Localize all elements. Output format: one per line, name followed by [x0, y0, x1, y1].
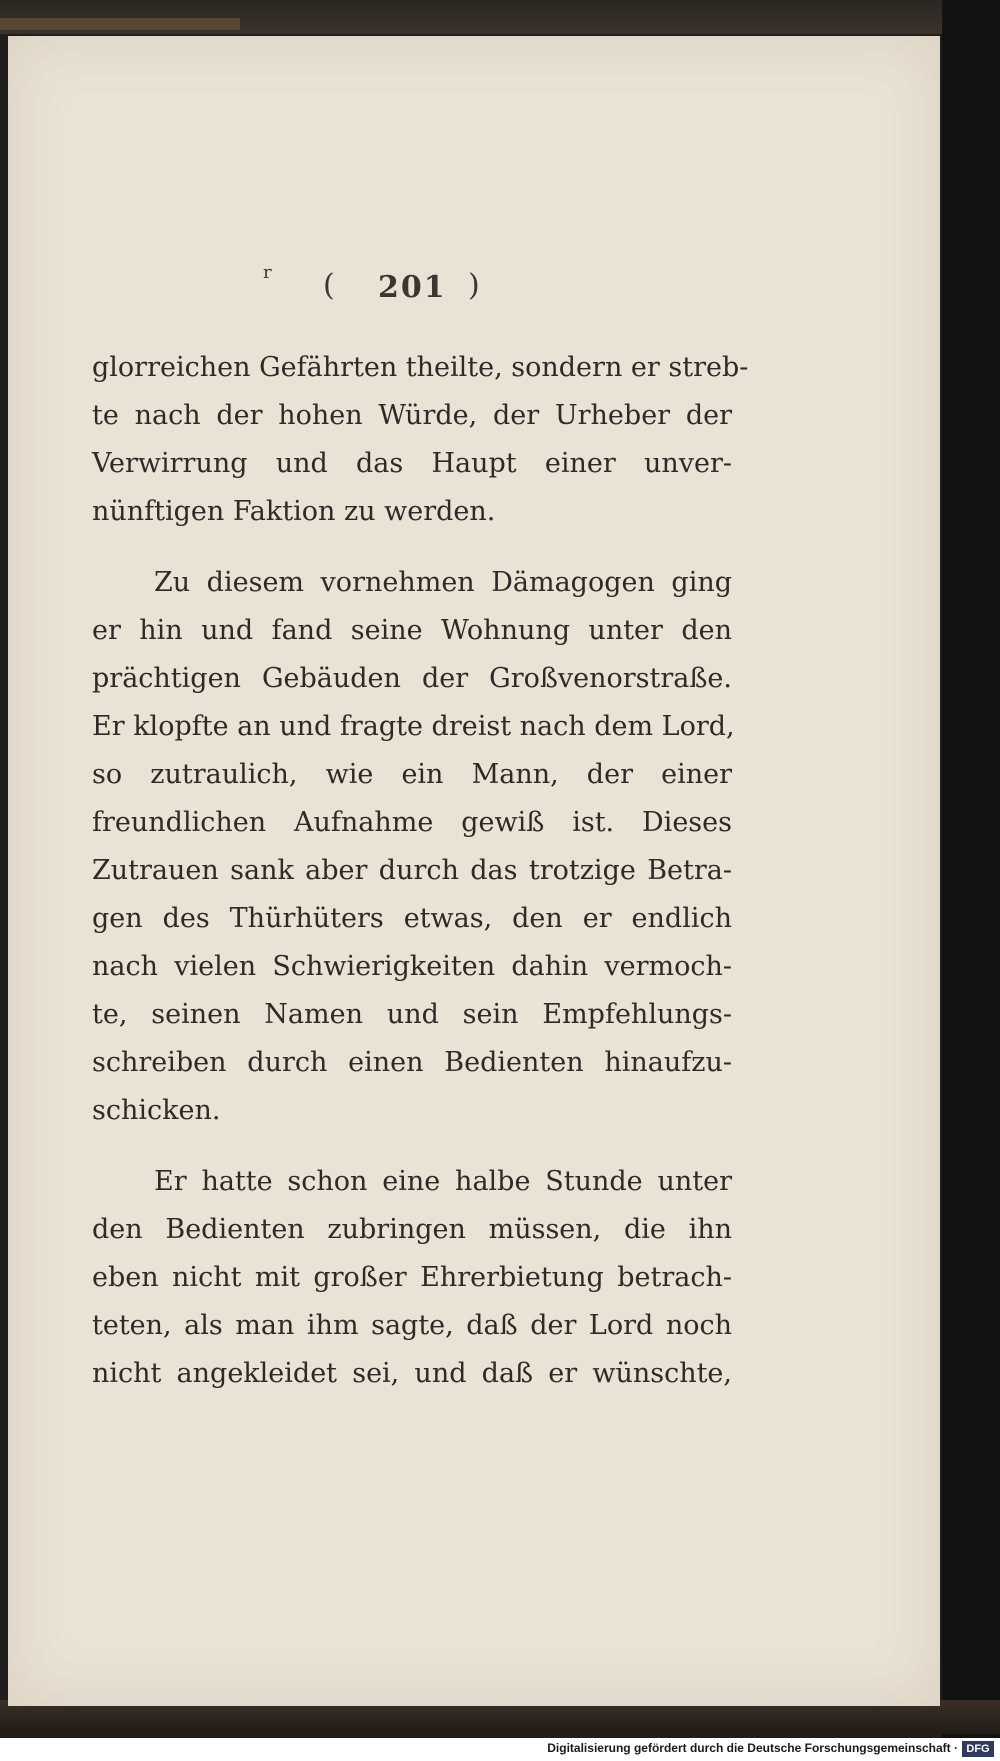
header-paren-close: ) [468, 268, 482, 303]
paragraph-spacer [92, 536, 732, 559]
scan-right-edge [942, 0, 1000, 1761]
page-number: 201 [378, 270, 447, 305]
text-line: freundlichen Aufnahme gewiß ist. Dieses [92, 807, 732, 838]
paragraph-2 [92, 559, 735, 1135]
text-line: teten, als man ihm sagte, daß der Lord noch [92, 1310, 732, 1341]
digitization-footer [0, 1738, 1000, 1761]
header-paren-open: ( [323, 268, 337, 303]
text-line: te, seinen Namen und sein Empfehlungs- [92, 999, 732, 1030]
dfg-logo: DFG [962, 1741, 994, 1757]
text-line: Zutrauen sank aber durch das trotzige Betra- [92, 855, 732, 886]
page-header [263, 262, 523, 318]
text-line: Er klopfte an und fragte dreist nach dem Lord, [92, 711, 735, 742]
text-line: Verwirrung und das Haupt einer unver- [92, 448, 732, 479]
text-line: glorreichen Gefährten theilte, sondern er streb- [92, 352, 749, 383]
book-page [8, 36, 940, 1706]
text-line: Er hatte schon eine halbe Stunde unter [154, 1166, 732, 1197]
text-line: Zu diesem vornehmen Dämagogen ging [154, 567, 732, 598]
text-line: te nach der hohen Würde, der Urheber der [92, 400, 732, 431]
text-line: nünftigen Faktion zu werden. [92, 496, 496, 527]
text-line: eben nicht mit großer Ehrerbietung betrach- [92, 1262, 732, 1293]
text-line: prächtigen Gebäuden der Großvenorstraße. [92, 663, 732, 694]
text-line: so zutraulich, wie ein Mann, der einer [92, 759, 732, 790]
paragraph-1 [92, 344, 749, 536]
funding-notice: Digitalisierung gefördert durch die Deutsche Forschungsgemeinschaft · [547, 1741, 958, 1755]
scan-top-edge [0, 0, 1000, 34]
page-body-text [92, 344, 749, 1398]
header-mark: r [263, 262, 274, 283]
text-line: schreiben durch einen Bedienten hinaufzu- [92, 1047, 732, 1078]
text-line: den Bedienten zubringen müssen, die ihn [92, 1214, 732, 1245]
text-line: gen des Thürhüters etwas, den er endlich [92, 903, 732, 934]
paragraph-spacer [92, 1135, 732, 1158]
text-line: nach vielen Schwierigkeiten dahin vermoch- [92, 951, 732, 982]
text-line: nicht angekleidet sei, und daß er wünschte, [92, 1358, 732, 1389]
text-line: schicken. [92, 1095, 221, 1126]
text-line: er hin und fand seine Wohnung unter den [92, 615, 732, 646]
paragraph-3 [92, 1158, 732, 1398]
